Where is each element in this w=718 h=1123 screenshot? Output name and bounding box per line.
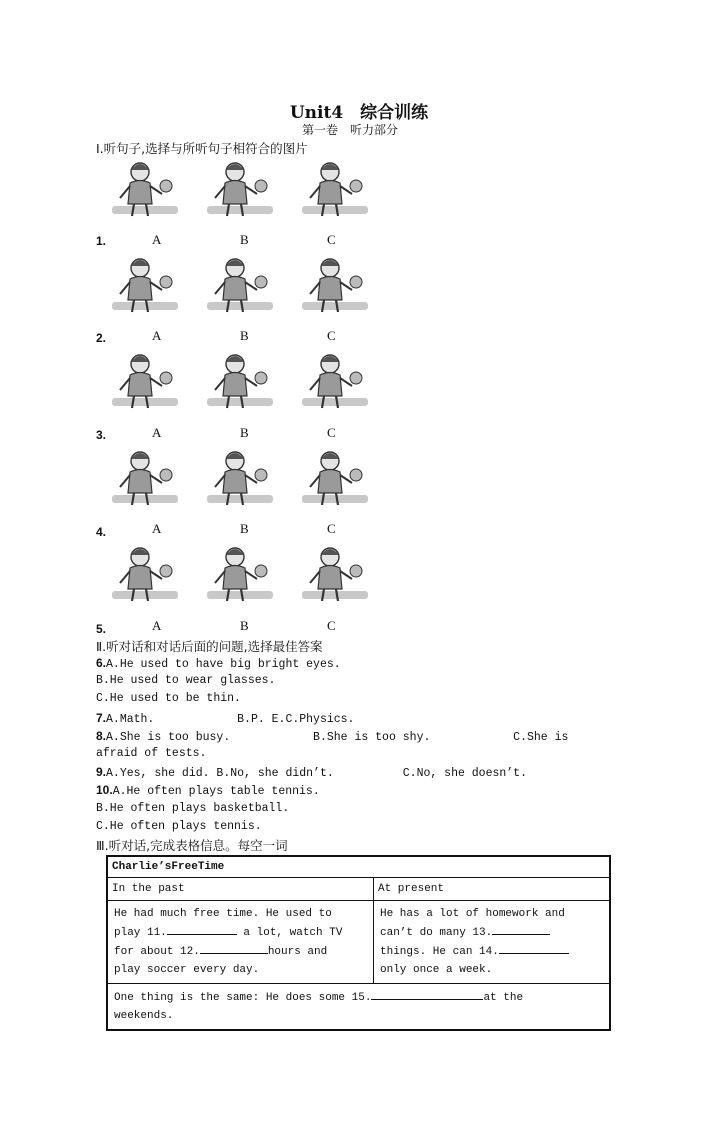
answer-line	[96, 765, 527, 780]
option-letter-a: A	[152, 521, 162, 536]
past-line-3b: hours and	[267, 946, 328, 958]
question-number: 9.	[96, 765, 107, 780]
present-line-3: things. He can 14.	[380, 946, 499, 958]
bottom-line-2: weekends.	[114, 1010, 174, 1022]
blank-11[interactable]	[167, 923, 237, 935]
past-line-2b: a lot, watch TV	[236, 927, 343, 939]
option-letter-a: A	[152, 618, 162, 633]
answer-text: afraid of tests.	[96, 747, 207, 760]
girl-sleeping-in-bed-icon[interactable]	[205, 252, 275, 318]
girl-with-frog-icon[interactable]	[110, 348, 180, 414]
option-letter-c: C	[327, 425, 336, 440]
answer-text: A.He often plays table tennis.	[112, 785, 320, 799]
answer-line	[96, 783, 320, 798]
woman-with-grocery-bag-icon[interactable]	[300, 252, 370, 318]
option-letter-b: B	[240, 328, 249, 343]
answer-line	[96, 747, 206, 760]
blank-12[interactable]	[200, 942, 268, 954]
option-letter-c: C	[327, 232, 336, 247]
option-letter-b: B	[240, 425, 249, 440]
answer-text: C.He often plays tennis.	[96, 819, 262, 833]
option-letter-c: C	[327, 618, 336, 633]
answer-line	[96, 711, 354, 726]
boy-running-with-ball-icon[interactable]	[110, 445, 180, 511]
answer-text: A.He used to have big bright eyes.	[106, 658, 341, 671]
past-line-3: for about 12.	[114, 946, 200, 958]
girl-at-desk-with-clock-icon[interactable]	[110, 252, 180, 318]
present-line-4: only once a week.	[380, 964, 493, 976]
present-line-1: He has a lot of homework and	[380, 908, 565, 920]
answer-line	[96, 729, 568, 744]
past-line-2: play 11.	[114, 927, 167, 939]
section-1-heading: Ⅰ.听句子,选择与所听句子相符合的图片	[96, 141, 308, 156]
answer-text: A.Math. B.P. E.C.Physics.	[106, 712, 355, 726]
answer-text: C.He used to be thin.	[96, 692, 241, 706]
family-at-table-icon[interactable]	[110, 541, 180, 607]
answer-text: A.She is too busy. B.She is too shy. C.She is	[106, 730, 569, 744]
option-letter-a: A	[152, 232, 162, 247]
girl-talking-to-man-icon[interactable]	[205, 156, 275, 222]
question-number: 7.	[96, 710, 107, 725]
answer-text: B.He used to wear glasses.	[96, 674, 276, 688]
past-line-4: play soccer every day.	[114, 964, 260, 976]
section-3-heading: Ⅲ.听对话,完成表格信息。每空一词	[96, 838, 288, 853]
answer-line	[96, 674, 275, 687]
table-title: Charlie’sFreeTime	[107, 856, 610, 878]
blank-14[interactable]	[499, 942, 569, 954]
question-number: 10.	[96, 783, 113, 798]
children-playing-icon[interactable]	[205, 445, 275, 511]
option-letter-b: B	[240, 232, 249, 247]
free-time-table	[106, 855, 611, 1031]
option-letter-c: C	[327, 521, 336, 536]
option-letter-a: A	[152, 425, 162, 440]
answer-text: B.He often plays basketball.	[96, 801, 290, 815]
question-number: 5.	[96, 622, 107, 636]
couple-standing-icon[interactable]	[300, 541, 370, 607]
doctor-with-child-icon[interactable]	[205, 541, 275, 607]
past-cell	[107, 901, 374, 984]
page-subtitle: 第一卷 听力部分	[302, 123, 399, 137]
option-letter-a: A	[152, 328, 162, 343]
sad-boy-portrait-icon[interactable]	[300, 156, 370, 222]
option-letter-b: B	[240, 618, 249, 633]
answer-line	[96, 820, 262, 833]
option-letter-b: B	[240, 521, 249, 536]
answer-line	[96, 802, 289, 815]
present-line-2: can’t do many 13.	[380, 927, 493, 939]
question-number: 1.	[96, 234, 107, 248]
present-cell	[374, 901, 611, 984]
section-2-heading: Ⅱ.听对话和对话后面的问题,选择最佳答案	[96, 639, 323, 654]
question-number: 6.	[96, 656, 107, 670]
question-number: 4.	[96, 525, 107, 539]
blank-13[interactable]	[492, 923, 550, 935]
bottom-line-1b: at the	[483, 992, 524, 1004]
bottom-line-1: One thing is the same: He does some 15.	[114, 992, 372, 1004]
boy-swimming-icon[interactable]	[300, 445, 370, 511]
option-letter-c: C	[327, 328, 336, 343]
page-title: Unit4 综合训练	[289, 103, 429, 123]
question-number: 8.	[96, 728, 107, 743]
answer-line	[96, 656, 341, 671]
girl-scared-of-spider-icon[interactable]	[300, 348, 370, 414]
answer-line	[96, 692, 241, 705]
col-header-present: At present	[374, 878, 611, 901]
bottom-cell	[107, 984, 610, 1031]
col-header-past: In the past	[107, 878, 374, 901]
question-number: 2.	[96, 331, 107, 345]
question-number: 3.	[96, 428, 107, 442]
blank-15[interactable]	[371, 988, 483, 1000]
boy-flames-scene-icon[interactable]	[110, 156, 180, 222]
answer-text: A.Yes, she did. B.No, she didn’t. C.No, she doesn’t.	[106, 767, 527, 781]
past-line-1: He had much free time. He used to	[114, 908, 332, 920]
boy-at-night-icon[interactable]	[205, 348, 275, 414]
